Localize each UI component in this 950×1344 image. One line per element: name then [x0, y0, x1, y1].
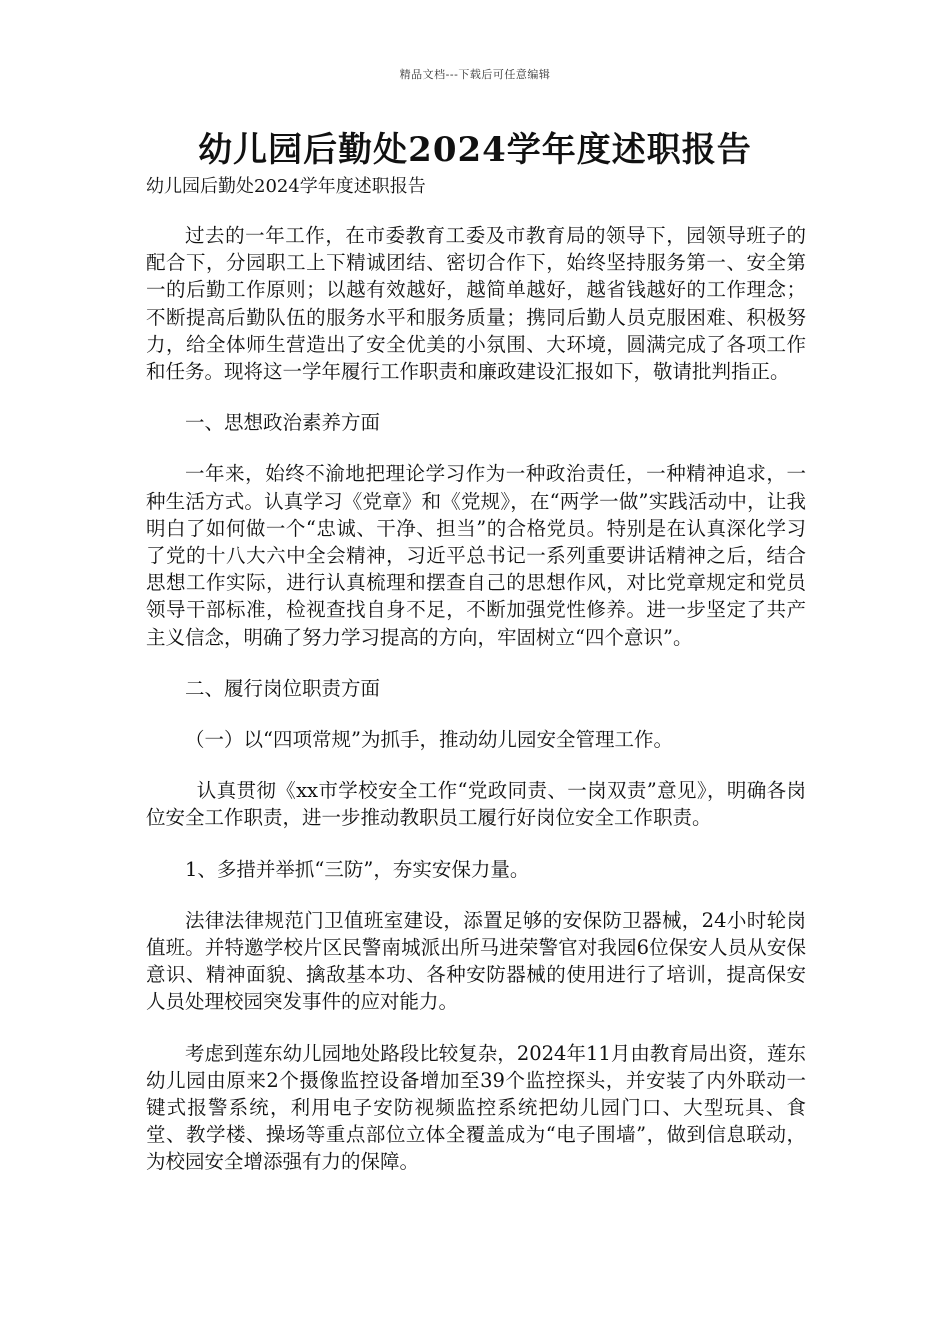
paragraph-political: 一年来，始终不渝地把理论学习作为一种政治责任，一种精神追求，一种生活方式。认真学习《党章》和《党规》，在“两学一做”实践活动中，让我明白了如何做一个“忠诚、干净、担当”的合格党员。特别是在认真深化学习了党的十八大六中全会精神，习近平总书记一系列重要讲话精神之后，结合思想工作实际，进行认真梳理和摆查自己的思想作风，对比党章规定和党员领导干部标准，检视查找自身不足，不断加强党性修养。进一步坚定了共产主义信念，明确了努力学习提高的方向，牢固树立“四个意识”。	[146, 462, 806, 649]
paragraph-intro: 过去的一年工作，在市委教育工委及市教育局的领导下，园领导班子的配合下，分园职工上下精诚团结、密切合作下，始终坚持服务第一、安全第一的后勤工作原则；以越有效越好，越简单越好，越省钱越好的工作理念；不断提高后勤队伍的服务水平和服务质量；携同后勤人员克服困难、积极努力，给全体师生营造出了安全优美的小氛围、大环境，圆满完成了各项工作和任务。现将这一学年履行工作职责和廉政建设汇报如下，敬请批判指正。	[146, 224, 806, 384]
item-heading-1: 1、多措并举抓“三防”，夯实安保力量。	[185, 857, 530, 881]
paragraph-security-guard: 法律法律规范门卫值班室建设，添置足够的安保防卫器械，24小时轮岗值班。并特邀学校片区民警南城派出所马进荣警官对我园6位保安人员从安保意识、精神面貌、擒敌基本功、各种安防器械的使用进行了培训，提高保安人员处理校园突发事件的应对能力。	[146, 908, 806, 1014]
document-body	[146, 222, 806, 1200]
paragraph-safety-duty: 认真贯彻《xx市学校安全工作“党政同责、一岗双责”意见》，明确各岗位安全工作职责，进一步推动教职员工履行好岗位安全工作职责。	[146, 779, 806, 830]
subsection-heading-1: （一）以“四项常规”为抓手，推动幼儿园安全管理工作。	[185, 728, 673, 752]
section-heading-2: 二、履行岗位职责方面	[185, 676, 381, 700]
section-heading-1: 一、思想政治素养方面	[185, 411, 381, 435]
document-subtitle: 幼儿园后勤处2024学年度述职报告	[146, 176, 426, 197]
document-title: 幼儿园后勤处2024学年度述职报告	[198, 130, 752, 170]
paragraph-monitoring: 考虑到莲东幼儿园地处路段比较复杂，2024年11月由教育局出资，莲东幼儿园由原来2个摄像监控设备增加至39个监控探头，并安装了内外联动一键式报警系统，利用电子安防视频监控系统把幼儿园门口、大型玩具、食堂、教学楼、操场等重点部位立体全覆盖成为“电子围墙”，做到信息联动，为校园安全增添强有力的保障。	[146, 1041, 806, 1174]
header-note: 精品文档---下载后可任意编辑	[399, 68, 551, 81]
